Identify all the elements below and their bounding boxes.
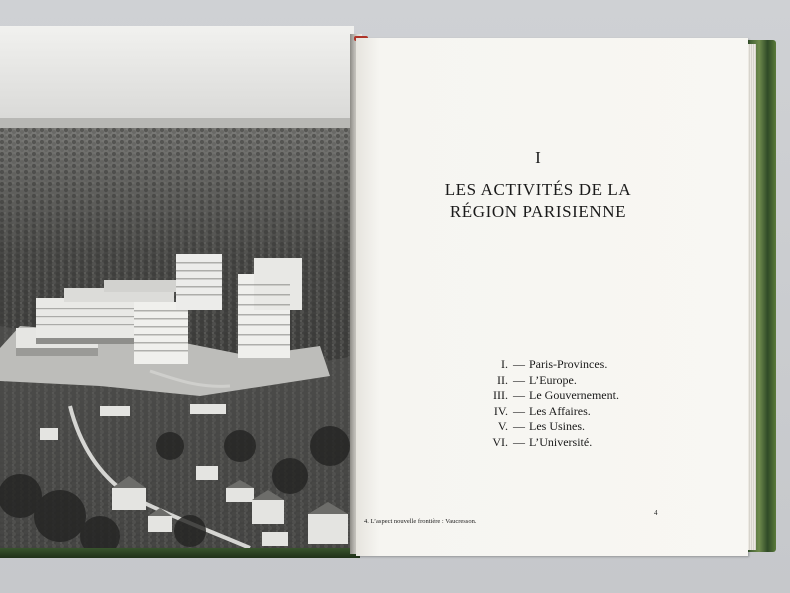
toc-number: III. — [493, 388, 508, 402]
toc-number: IV. — [493, 403, 508, 418]
page-edges — [748, 44, 756, 550]
toc-dash: — — [513, 403, 525, 418]
toc-label: Les Usines. — [529, 419, 585, 433]
toc-label: L’Université. — [529, 434, 593, 449]
chapter-number: I — [535, 148, 541, 167]
right-page — [356, 38, 748, 556]
toc-number: I. — [501, 357, 508, 371]
toc-dash: — — [513, 388, 525, 402]
toc-item — [456, 435, 676, 451]
left-page — [0, 26, 354, 548]
toc-label: Paris-Provinces. — [529, 357, 608, 371]
chapter-title-line-2: RÉGION PARISIENNE — [449, 202, 627, 221]
toc-label: L’Europe. — [529, 372, 577, 387]
toc-label: Les Affaires. — [529, 403, 591, 418]
toc-number: VI. — [492, 434, 508, 449]
page-number: 4 — [654, 509, 658, 517]
toc-item — [456, 404, 676, 420]
toc-item — [456, 388, 676, 404]
aerial-photo — [0, 26, 354, 548]
photo-caption: 4. L’aspect nouvelle frontière : Vaucresson. — [364, 518, 477, 525]
toc-dash: — — [513, 357, 525, 371]
toc-item — [456, 357, 676, 373]
table-of-contents — [456, 357, 676, 450]
toc-dash: — — [513, 372, 525, 387]
toc-dash: — — [513, 419, 525, 433]
toc-item — [456, 419, 676, 435]
toc-item — [456, 373, 676, 389]
toc-number: V. — [497, 419, 508, 433]
toc-dash: — — [513, 434, 525, 449]
toc-label: Le Gouvernement. — [529, 388, 619, 402]
chapter-title-line-1: LES ACTIVITÉS DE LA — [444, 180, 632, 199]
toc-number: II. — [497, 372, 508, 387]
